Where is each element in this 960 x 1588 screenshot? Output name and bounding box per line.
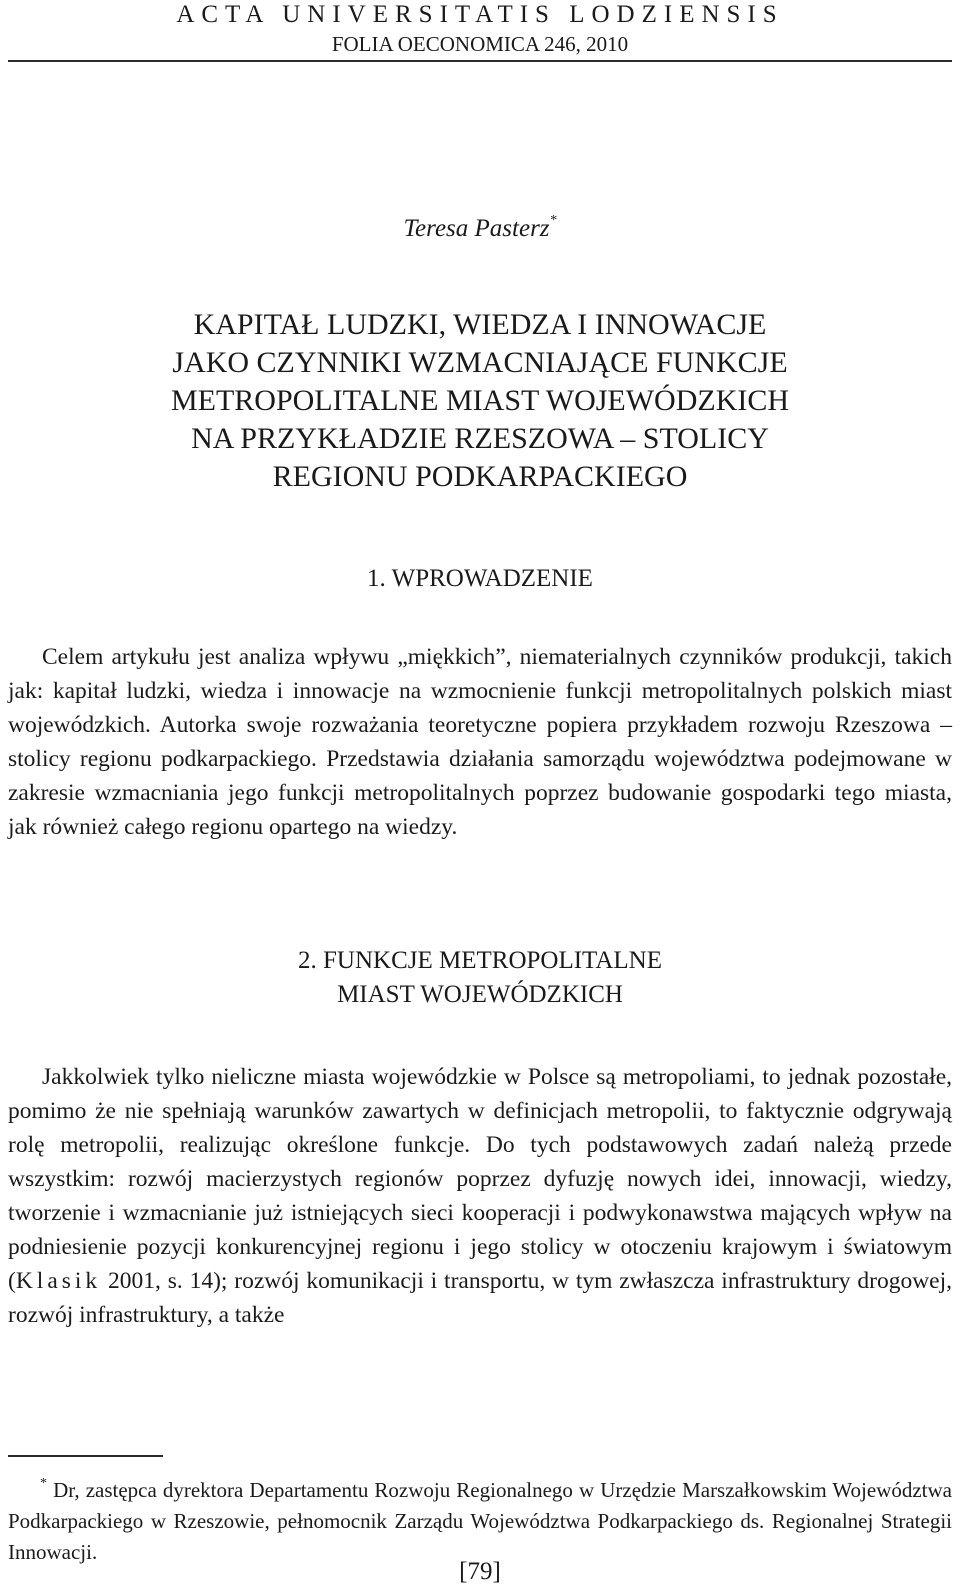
author-line <box>0 206 960 244</box>
section-1-paragraph: Celem artykułu jest analiza wpływu „miękkich”, niematerialnych czynników produkcji, takich jak: kapitał ludzki, wiedza i innowacje na wzmocnienie funkcji metropolitalnych polskich miast wojewódzkich. Autorka swoje rozważania teoretyczne popiera przykładem rozwoju Rzeszowa – stolicy regionu podkarpackiego. Przedstawia działania samorządu województwa podejmowane w zakresie wzmacniania jego funkcji metropolitalnych poprzez budowanie gospodarki tego miasta, jak również całego regionu opartego na wiedzy. <box>8 644 952 840</box>
author-name: Teresa Pasterz <box>403 215 550 242</box>
section-heading-line: MIAST WOJEWÓDZKICH <box>337 981 623 1008</box>
title-line: NA PRZYKŁADZIE RZESZOWA – STOLICY <box>191 422 769 455</box>
section-heading-line: 1. WPROWADZENIE <box>367 565 593 592</box>
article-title <box>0 306 960 496</box>
title-line: METROPOLITALNE MIAST WOJEWÓDZKICH <box>170 384 790 417</box>
footnote-rule <box>8 1455 163 1457</box>
citation-author: Klasik <box>15 1268 102 1294</box>
paragraph-text: Jakkolwiek tylko nieliczne miasta wojewódzkie w Polsce są metropoliami, to jednak pozostałe, pomimo że nie spełniają warunków zawartych w definicjach metropolii, to faktycznie odgrywają rolę metropolii, realizując określone funkcje. Do tych podstawowych zadań należą przede wszystkim: rozwój macierzystych regionów poprzez dyfuzję nowych idei, innowacji, wiedzy, tworzenie i wzmacnianie już istniejących sieci kooperacji i podwykonawstwa mających wpływ na podniesienie pozycji konkurencyjnej regionu i jego stolicy w otoczeniu krajowym i światowym ( <box>8 1064 952 1294</box>
paragraph-text: 2001, s. 14); rozwój komunikacji i transportu, w tym zwłaszcza infrastruktury drogowej, rozwój infrastruktury, a także <box>8 1268 952 1328</box>
footnote-mark: * <box>40 1476 47 1491</box>
title-line: REGIONU PODKARPACKIEGO <box>272 460 688 493</box>
journal-issue: FOLIA OECONOMICA 246, 2010 <box>331 32 629 56</box>
section-heading-line: 2. FUNKCJE METROPOLITALNE <box>298 947 662 974</box>
page-number: [79] <box>459 1558 501 1585</box>
section-heading-1 <box>0 562 960 596</box>
section-heading-2 <box>0 944 960 1012</box>
journal-name: ACTA UNIVERSITATIS LODZIENSIS <box>176 1 784 28</box>
author-footnote-mark: * <box>549 213 557 228</box>
footnote <box>8 1468 952 1568</box>
title-line: KAPITAŁ LUDZKI, WIEDZA I INNOWACJE <box>193 308 767 341</box>
header-rule <box>8 60 952 62</box>
title-line: JAKO CZYNNIKI WZMACNIAJĄCE FUNKCJE <box>172 346 788 379</box>
section-2-paragraph <box>8 1060 952 1332</box>
footnote-text: Dr, zastępca dyrektora Departamentu Rozwoju Regionalnego w Urzędzie Marszałkowskim Województwa Podkarpackiego w Rzeszowie, pełnomocnik Zarządu Województwa Podkarpackiego ds. Regionalnej Strategii Innowacji. <box>8 1478 952 1564</box>
